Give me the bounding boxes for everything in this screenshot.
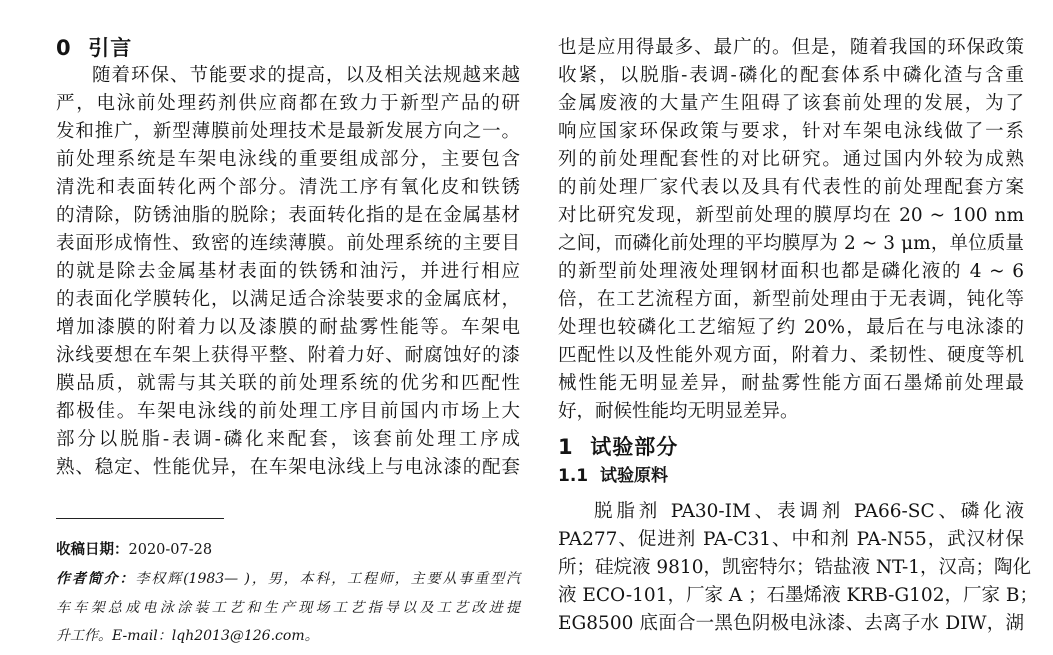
paragraph-line: 处理也较磷化工艺缩短了约 20%，最后在与电泳漆的: [558, 317, 1024, 338]
section-number: 1: [558, 435, 574, 459]
paragraph-line: 匹配性以及性能外观方面，附着力、柔韧性、硬度等机: [558, 345, 1024, 366]
paragraph-line: 增加漆膜的附着力以及漆膜的耐盐雾性能等。车架电: [56, 317, 520, 338]
paragraph-line: 械性能无明显差异，耐盐雾性能方面石墨烯前处理最: [558, 373, 1024, 394]
paragraph-line: 也是应用得最多、最广的。但是，随着我国的环保政策: [558, 37, 1024, 58]
paragraph-line: 的新型前处理液处理钢材面积也都是磷化液的 4 ~ 6: [558, 261, 1024, 282]
paragraph-line: 好，耐候性能均无明显差异。: [558, 401, 799, 422]
paragraph-line: 所；硅烷液 9810，凯密特尔；锆盐液 NT-1，汉高；陶化: [558, 557, 1032, 578]
paragraph-line: 的就是除去金属基材表面的铁锈和油污，并进行相应: [56, 261, 520, 282]
section-title: 引言: [88, 36, 133, 60]
received-label: 收稿日期：: [56, 542, 129, 558]
author-intro-line: [56, 569, 520, 589]
section-title: 试验部分: [590, 435, 679, 459]
paragraph-line: 金属废液的大量产生阻碍了该套前处理的发展，为了: [558, 93, 1024, 114]
footnote-divider: [56, 518, 224, 519]
paragraph-line: PA277、促进剂 PA-C31、中和剂 PA-N55，武汉材保: [558, 529, 1024, 550]
paragraph-line: 列的前处理配套性的对比研究。通过国内外较为成熟: [558, 149, 1024, 170]
paragraph-line: 熟、稳定、性能优异，在车架电泳线上与电泳漆的配套: [56, 457, 520, 478]
subsection-number: 1.1: [558, 466, 589, 486]
paragraph-line: 发和推广，新型薄膜前处理技术是最新发展方向之一。: [56, 121, 520, 142]
paragraph-line: 膜品质，就需与其关联的前处理系统的优劣和匹配性: [56, 373, 520, 394]
paragraph-line: 对比研究发现，新型前处理的膜厚均在 20 ~ 100 nm: [558, 205, 1024, 226]
section-number: 0: [56, 36, 72, 60]
subsection-1-1-heading: [558, 465, 668, 487]
paragraph-line: 脱脂剂 PA30-IM、表调剂 PA66-SC、磷化液: [594, 501, 1024, 522]
paragraph-line: 清洗和表面转化两个部分。清洗工序有氧化皮和铁锈: [56, 177, 520, 198]
paragraph-line: 响应国家环保政策与要求，针对车架电泳线做了一系: [558, 121, 1024, 142]
paragraph-line: EG8500 底面合一黑色阴极电泳漆、去离子水 DIW，湖: [558, 613, 1024, 634]
paragraph-line: 之间，而磷化前处理的平均膜厚为 2 ~ 3 μm，单位质量: [558, 233, 1024, 254]
paragraph-line: 部分以脱脂-表调-磷化来配套，该套前处理工序成: [56, 429, 520, 450]
paragraph-line: 都极佳。车架电泳线的前处理工序目前国内市场上大: [56, 401, 520, 422]
paragraph-line: 前处理系统是车架电泳线的重要组成部分，主要包含: [56, 149, 520, 170]
paragraph-line: 倍，在工艺流程方面，新型前处理由于无表调，钝化等: [558, 289, 1024, 310]
paragraph-line: 收紧，以脱脂-表调-磷化的配套体系中磷化渣与含重: [558, 65, 1024, 86]
section-1-heading: [558, 434, 678, 460]
paragraph-line: 随着环保、节能要求的提高，以及相关法规越来越: [92, 65, 520, 86]
paragraph-line: 的前处理厂家代表以及具有代表性的前处理配套方案: [558, 177, 1024, 198]
paragraph-line: 的清除，防锈油脂的脱除；表面转化指的是在金属基材: [56, 205, 520, 226]
paragraph-line: 泳线要想在车架上获得平整、附着力好、耐腐蚀好的漆: [56, 345, 520, 366]
subsection-title: 试验原料: [599, 466, 668, 486]
received-date: [56, 540, 212, 560]
paragraph-line: 表面形成惰性、致密的连续薄膜。前处理系统的主要目: [56, 233, 520, 254]
paragraph-line: 的表面化学膜转化，以满足适合涂装要求的金属底材，: [56, 289, 520, 310]
received-value: 2020-07-28: [128, 542, 213, 558]
author-intro-line: 升工作。E-mail：lqh2013@126.com。: [56, 628, 319, 644]
author-text: 李权辉(1983— )，男，本科，工程师，主要从事重型汽: [135, 571, 520, 587]
paragraph-line: 液 ECO-101，厂家 A ；石墨烯液 KRB-G102，厂家 B；: [558, 585, 1038, 606]
paragraph-line: 严，电泳前处理药剂供应商都在致力于新型产品的研: [56, 93, 520, 114]
author-intro-line: 车车架总成电泳涂装工艺和生产现场工艺指导以及工艺改进提: [56, 600, 520, 616]
section-0-heading: [56, 35, 132, 61]
author-label: 作者简介：: [56, 571, 136, 587]
